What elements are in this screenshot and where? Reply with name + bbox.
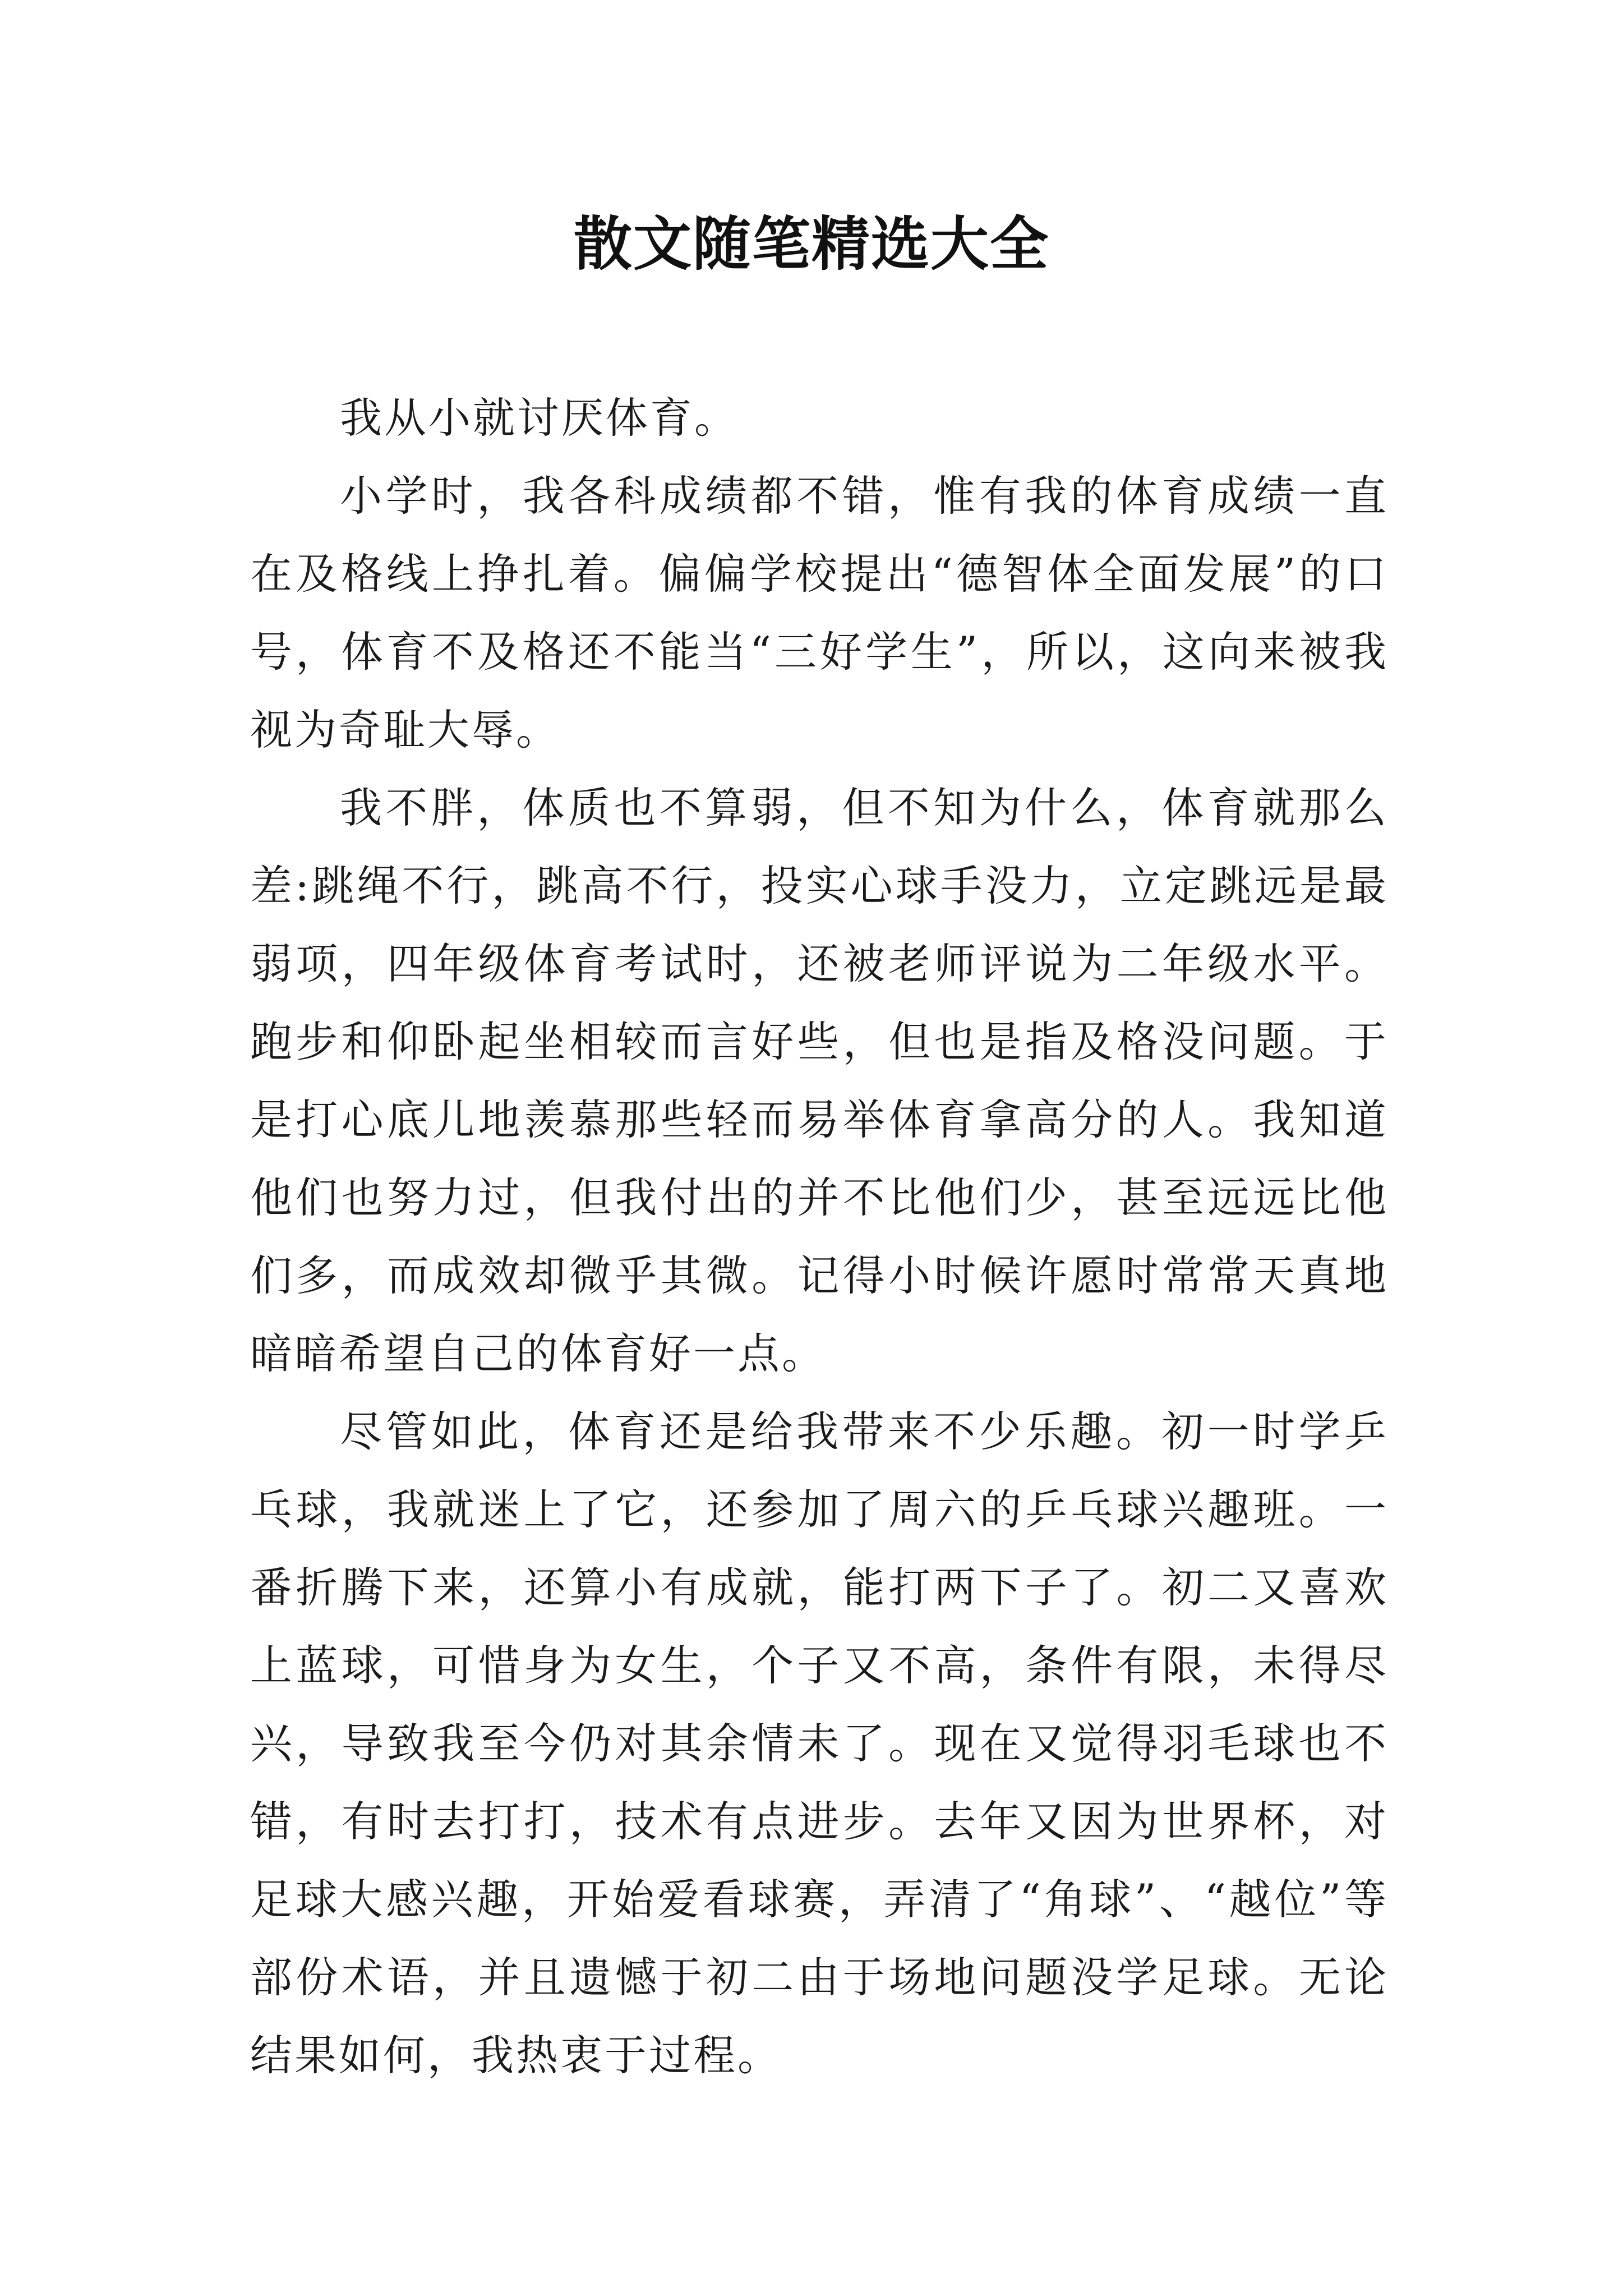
document-title: 散文随笔精选大全 (573, 209, 1049, 278)
paragraph-4: 尽管如此，体育还是给我带来不少乐趣。初一时学乒乓球，我就迷上了它，还参加了周六的乒乓球兴趣班。一番折腾下来，还算小有成就，能打两下子了。初二又喜欢上蓝球，可惜身为女生，个子又不高，条件有限，未得尽兴，导致我至今仍对其余情未了。现在又觉得羽毛球也不错，有时去打打，技术有点进步。去年又因为世界杯，对足球大感兴趣，开始爱看球赛，弄清了“角球”、“越位”等部份术语，并且遗憾于初二由于场地问题没学足球。无论结果如何，我热衷于过程。 (250, 1407, 1389, 2080)
paragraph-1: 我从小就讨厌体育。 (340, 393, 739, 443)
paragraph-2: 小学时，我各科成绩都不错，惟有我的体育成绩一直在及格线上挣扎着。偏偏学校提出“德智体全面发展”的口号，体育不及格还不能当“三好学生”，所以，这向来被我视为奇耻大辱。 (250, 471, 1389, 754)
paragraph-3: 我不胖，体质也不算弱，但不知为什么，体育就那么差:跳绳不行，跳高不行，投实心球手没力，立定跳远是最弱项，四年级体育考试时，还被老师评说为二年级水平。跑步和仰卧起坐相较而言好些，但也是指及格没问题。于是打心底儿地羡慕那些轻而易举体育拿高分的人。我知道他们也努力过，但我付出的并不比他们少，甚至远远比他们多，而成效却微乎其微。记得小时候许愿时常常天真地暗暗希望自己的体育好一点。 (250, 783, 1389, 1378)
document-body (250, 379, 1389, 2095)
